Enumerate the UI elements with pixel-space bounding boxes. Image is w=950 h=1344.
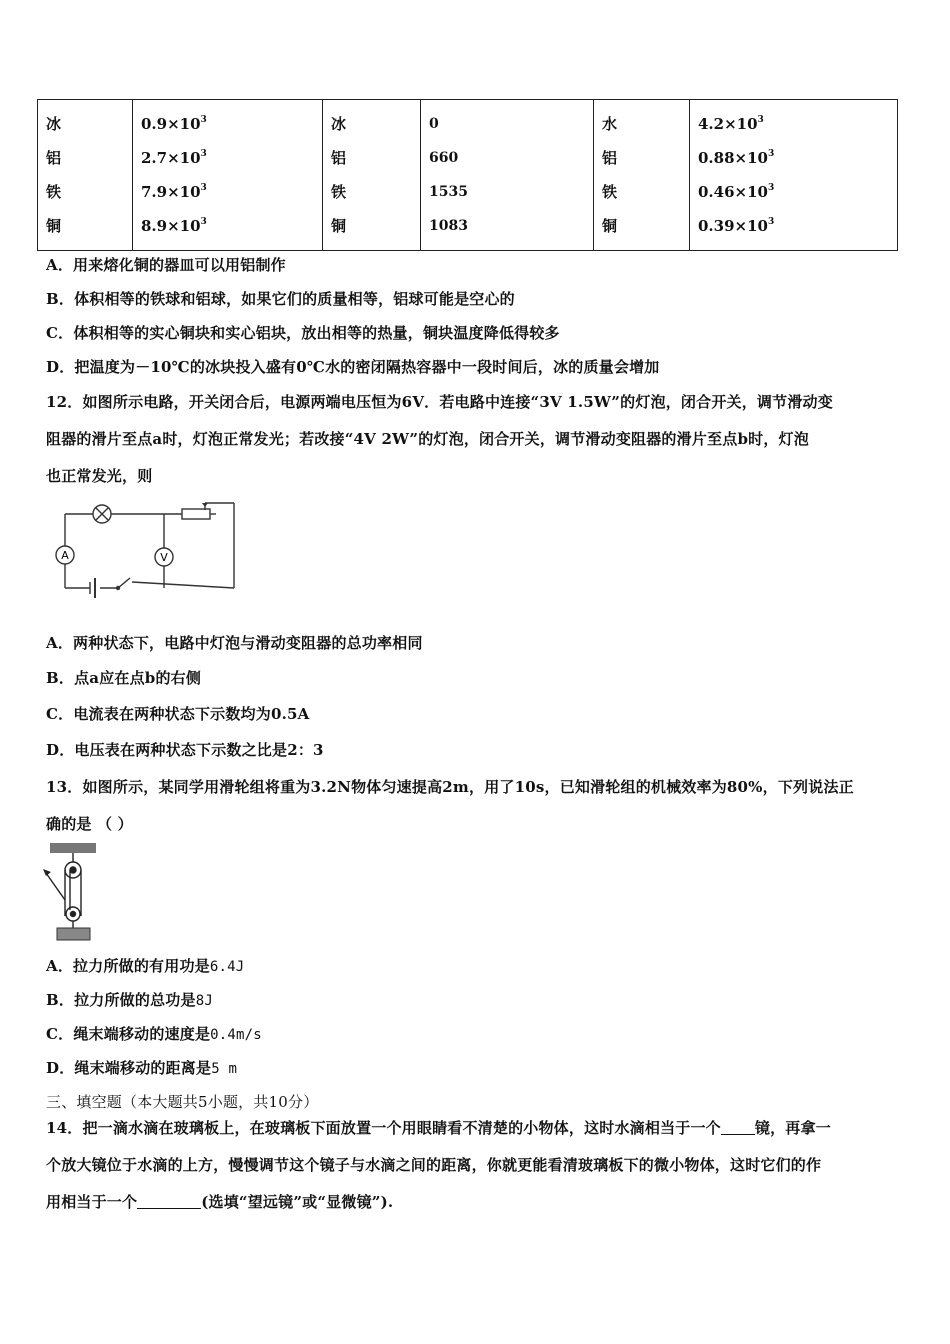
specific-heat-value: $4.2\times 10^3$ — [698, 115, 764, 133]
material-name: 铝 — [602, 149, 618, 167]
q12-option-a: A．两种状态下，电路中灯泡与滑动变阻器的总功率相同 — [46, 634, 423, 652]
answer-blank-2[interactable] — [137, 1194, 201, 1209]
table-cell — [323, 100, 421, 251]
material-properties-table — [37, 99, 898, 251]
answer-blank-1[interactable] — [721, 1120, 755, 1135]
melting-point-value: 660 — [429, 150, 459, 166]
material-name: 铝 — [331, 149, 347, 167]
q12-option-d: D．电压表在两种状态下示数之比是2：3 — [46, 741, 324, 759]
material-name: 冰 — [331, 115, 347, 133]
q11-option-a: A．用来熔化铜的器皿可以用铝制作 — [46, 256, 286, 274]
material-name: 冰 — [46, 115, 62, 133]
density-value: $7.9\times 10^3$ — [141, 183, 207, 201]
melting-point-value: 1535 — [429, 184, 468, 200]
circuit-diagram — [50, 498, 242, 602]
q11-option-c: C．体积相等的实心铜块和实心铝块，放出相等的热量，铜块温度降低得较多 — [46, 324, 560, 342]
material-name: 铜 — [602, 217, 618, 235]
material-name: 铜 — [46, 217, 62, 235]
q11-option-d: D．把温度为－10℃的冰块投入盛有0℃水的密闭隔热容器中一段时间后，冰的质量会增加 — [46, 358, 660, 376]
material-name: 铁 — [602, 183, 618, 201]
material-name: 铁 — [46, 183, 62, 201]
material-name: 水 — [602, 115, 618, 133]
q13-option-a: A．拉力所做的有用功是6.4J — [46, 957, 245, 975]
q12-stem-line1: 12．如图所示电路，开关闭合后，电源两端电压恒为6V．若电路中连接“3V 1.5W”的灯泡，闭合开关，调节滑动变 — [46, 393, 833, 411]
pulley-diagram — [40, 840, 110, 944]
q12-option-b: B．点a应在点b的右侧 — [46, 669, 202, 687]
q13-stem-line2: 确的是 （ ） — [46, 815, 133, 833]
melting-point-value: 1083 — [429, 218, 468, 234]
table-cell — [38, 100, 133, 251]
specific-heat-value: $0.39\times 10^3$ — [698, 217, 775, 235]
q12-stem-line2: 阻器的滑片至点a时，灯泡正常发光；若改接“4V 2W”的灯泡，闭合开关，调节滑动变阻器的滑片至点b时，灯泡 — [46, 430, 809, 448]
material-name: 铁 — [331, 183, 347, 201]
q14-stem-line1: 14．把一滴水滴在玻璃板上，在玻璃板下面放置一个用眼睛看不清楚的小物体，这时水滴相当于一个 镜，再拿一 — [46, 1119, 831, 1137]
q12-stem-line3: 也正常发光，则 — [46, 467, 153, 485]
table-cell — [133, 100, 323, 251]
table-cell — [421, 100, 594, 251]
specific-heat-value: $0.46\times 10^3$ — [698, 183, 775, 201]
q13-option-d: D．绳末端移动的距离是5 m — [46, 1059, 238, 1077]
density-value: $0.9\times 10^3$ — [141, 115, 207, 133]
q13-option-b: B．拉力所做的总功是8J — [46, 991, 213, 1009]
table-cell — [690, 100, 898, 251]
section-heading: 三、填空题（本大题共5小题，共10分） — [46, 1093, 319, 1111]
q11-option-b: B．体积相等的铁球和铝球，如果它们的质量相等，铝球可能是空心的 — [46, 290, 515, 308]
q13-stem-line1: 13．如图所示，某同学用滑轮组将重为3.2N物体匀速提高2m，用了10s，已知滑轮组的机械效率为80%，下列说法正 — [46, 778, 854, 796]
material-name: 铜 — [331, 217, 347, 235]
table-row — [38, 100, 898, 251]
q14-stem-line3: 用相当于一个 (选填“望远镜”或“显微镜”). — [46, 1193, 394, 1211]
density-value: $8.9\times 10^3$ — [141, 217, 207, 235]
ammeter-label: A — [61, 549, 69, 562]
melting-point-value: 0 — [429, 116, 439, 132]
material-name: 铝 — [46, 149, 62, 167]
density-value: $2.7\times 10^3$ — [141, 149, 207, 167]
q13-option-c: C．绳末端移动的速度是0.4m/s — [46, 1025, 262, 1043]
table-cell — [594, 100, 690, 251]
q14-stem-line2: 个放大镜位于水滴的上方，慢慢调节这个镜子与水滴之间的距离，你就更能看清玻璃板下的微小物体，这时它们的作 — [46, 1156, 822, 1174]
voltmeter-label: V — [160, 551, 168, 564]
specific-heat-value: $0.88\times 10^3$ — [698, 149, 775, 167]
q12-option-c: C．电流表在两种状态下示数均为0.5A — [46, 705, 310, 723]
